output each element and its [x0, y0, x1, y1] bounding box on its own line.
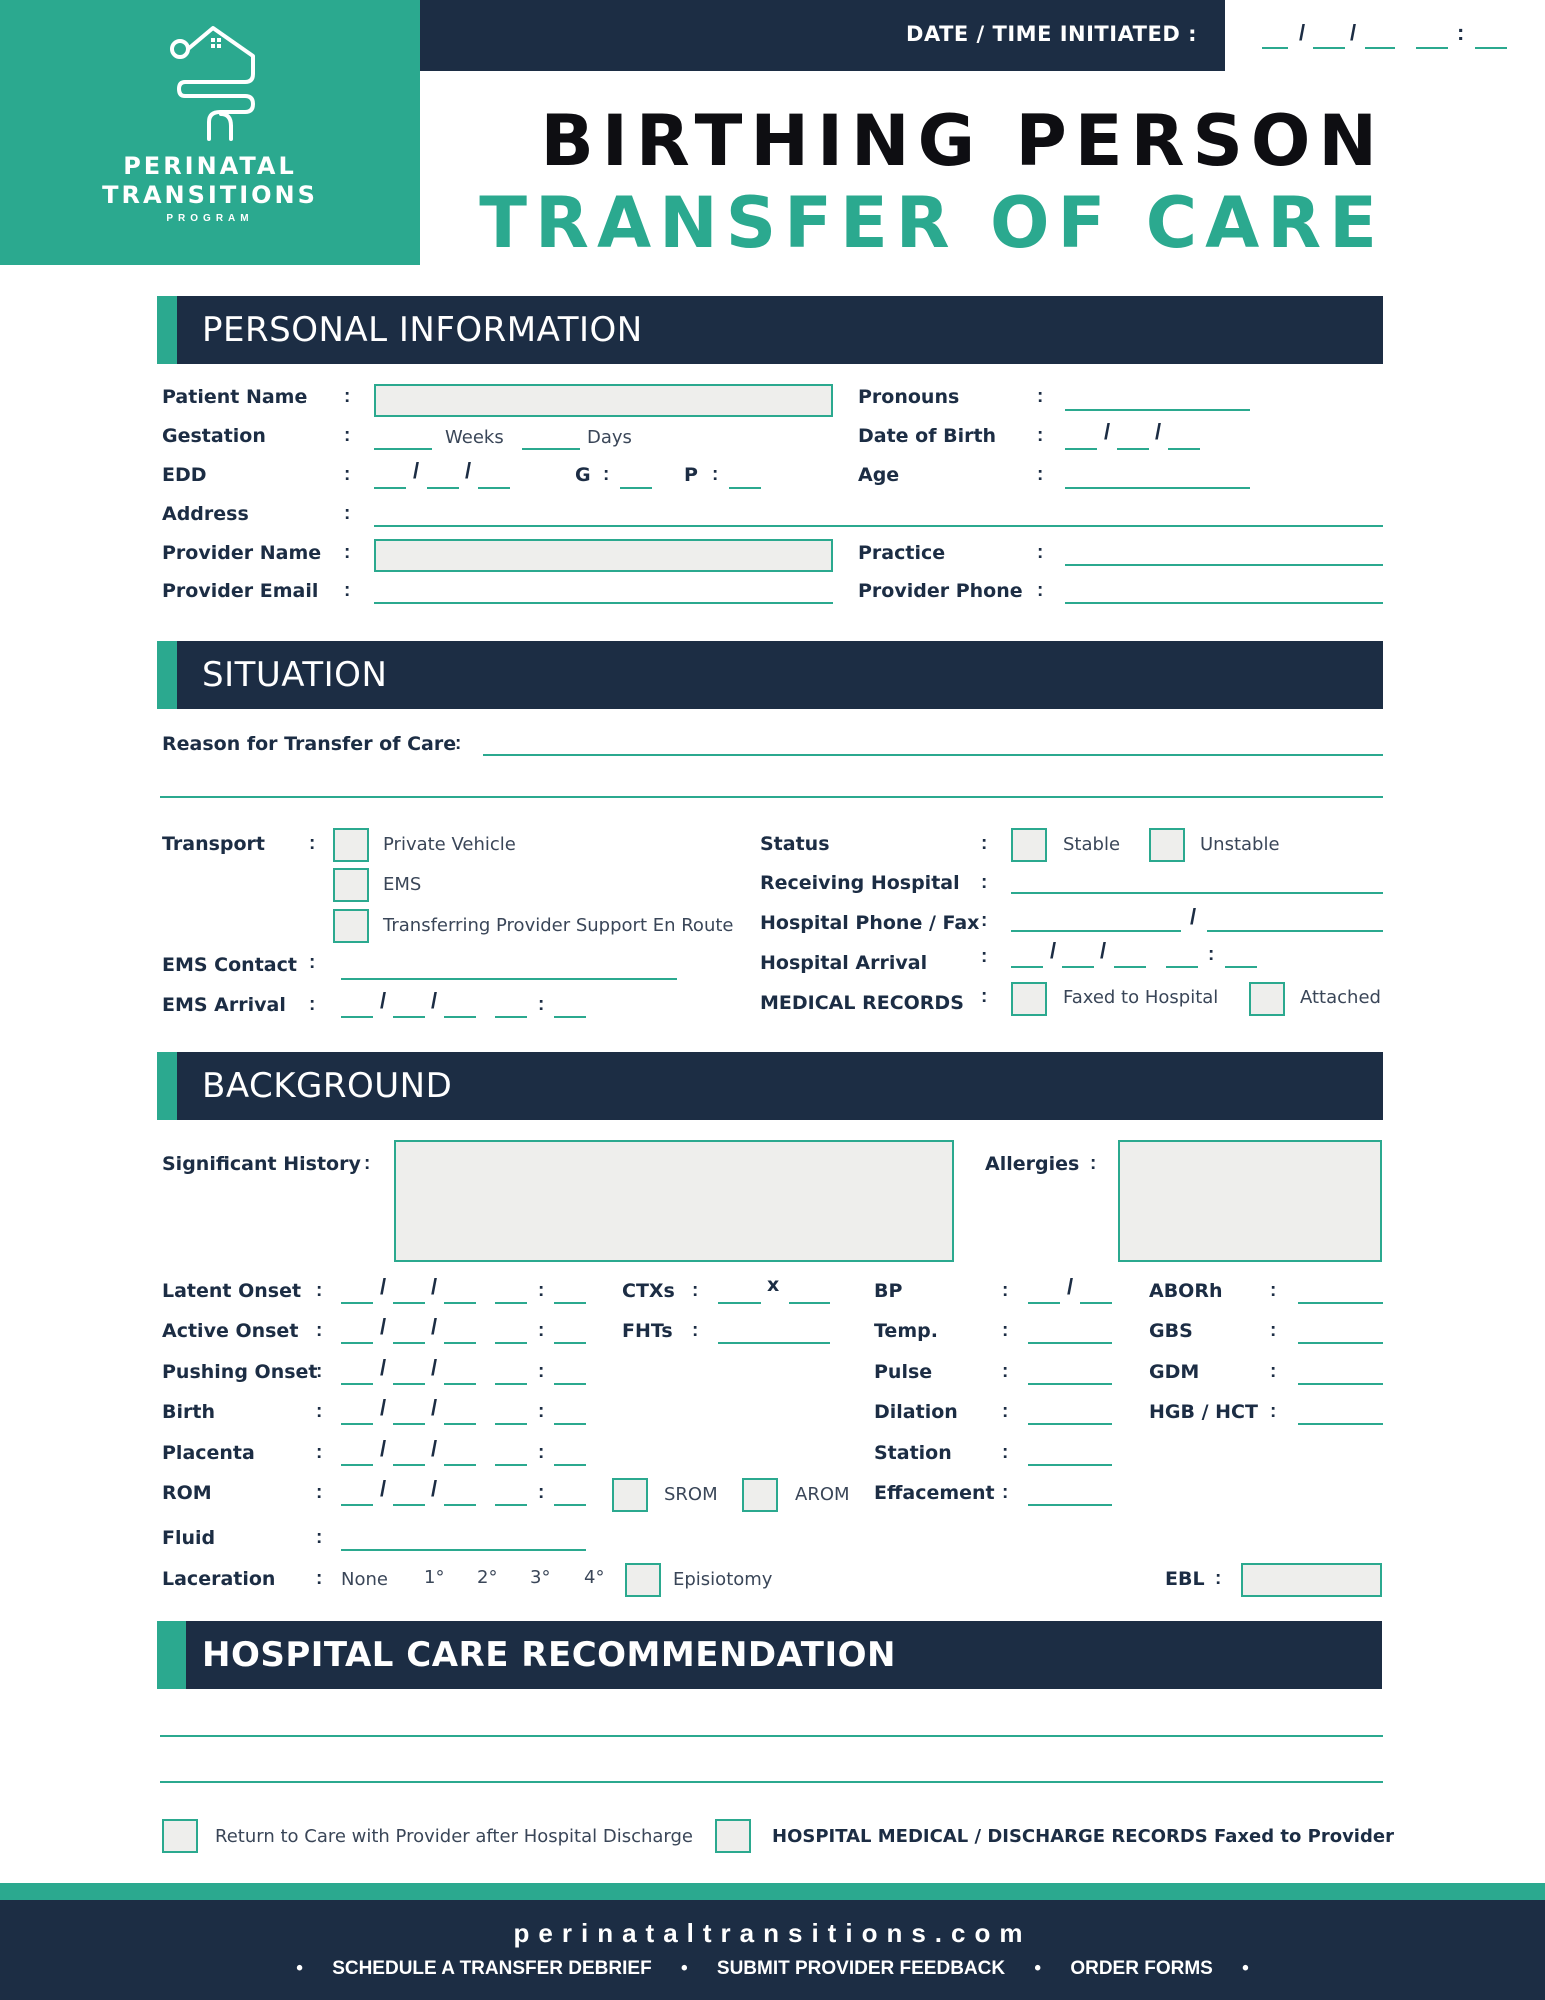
effacement-label: Effacement	[874, 1482, 995, 1504]
colon: :	[316, 1482, 323, 1503]
ctxs-x-label: x	[767, 1274, 780, 1296]
provider-name-input[interactable]	[374, 539, 833, 572]
bp-systolic-blank[interactable]	[1028, 1302, 1060, 1304]
laceration-none[interactable]: None	[341, 1569, 388, 1590]
weeks-label: Weeks	[445, 427, 504, 448]
arom-label: AROM	[795, 1484, 850, 1505]
dob-year-blank[interactable]	[1168, 448, 1200, 450]
time-sep: :	[538, 1320, 545, 1341]
edd-day-blank[interactable]	[427, 487, 459, 489]
significant-history-label: Significant History	[162, 1153, 361, 1175]
date-sep: /	[380, 1436, 387, 1461]
rom-year-blank[interactable]	[444, 1504, 476, 1506]
pulse-blank[interactable]	[1028, 1383, 1112, 1385]
dilation-blank[interactable]	[1028, 1423, 1112, 1425]
gbs-label: GBS	[1149, 1320, 1193, 1342]
patient-name-input[interactable]	[374, 384, 833, 417]
house-stethoscope-icon	[165, 22, 260, 142]
bp-diastolic-blank[interactable]	[1080, 1302, 1112, 1304]
dob-day-blank[interactable]	[1117, 448, 1149, 450]
hospital-phone-label: Hospital Phone / Fax	[760, 912, 980, 934]
gravida-blank[interactable]	[620, 487, 652, 489]
transport-label: Transport	[162, 833, 266, 855]
date-sep: /	[431, 1476, 438, 1501]
date-time-label: DATE / TIME INITIATED :	[906, 22, 1197, 46]
ems-arrival-label: EMS Arrival	[162, 994, 286, 1016]
bullet: •	[296, 1958, 303, 1979]
birth-year-blank[interactable]	[444, 1423, 476, 1425]
laceration-3[interactable]: 3°	[530, 1567, 551, 1588]
pushing-onset-label: Pushing Onset	[162, 1361, 318, 1383]
gestation-days-blank[interactable]	[522, 448, 580, 450]
provider-feedback-link[interactable]: SUBMIT PROVIDER FEEDBACK	[716, 1958, 1006, 1979]
active-onset-month-blank[interactable]	[341, 1342, 373, 1344]
edd-label: EDD	[162, 464, 207, 486]
return-to-care-label: Return to Care with Provider after Hospital Discharge	[215, 1826, 694, 1847]
ctxs-blank-2[interactable]	[789, 1302, 830, 1304]
section-situation	[157, 641, 1383, 709]
pronouns-label: Pronouns	[858, 386, 960, 408]
medical-records-label: MEDICAL RECORDS	[760, 992, 964, 1014]
hospital-arrival-hour[interactable]	[1166, 966, 1198, 968]
laceration-4[interactable]: 4°	[584, 1567, 605, 1588]
colon: :	[316, 1280, 323, 1301]
birth-day-blank[interactable]	[393, 1423, 425, 1425]
placenta-minute-blank[interactable]	[554, 1464, 586, 1466]
bullet: •	[680, 1958, 688, 1979]
gestation-weeks-blank[interactable]	[374, 448, 432, 450]
ctxs-blank-1[interactable]	[718, 1302, 761, 1304]
date-sep: /	[380, 1476, 387, 1501]
footer-links	[0, 1958, 1545, 1980]
time-sep: :	[538, 1280, 545, 1301]
attached-label: Attached	[1300, 987, 1381, 1008]
hospital-arrival-month[interactable]	[1011, 966, 1043, 968]
ems-checkbox[interactable]	[333, 868, 369, 902]
gdm-label: GDM	[1149, 1361, 1200, 1383]
placenta-day-blank[interactable]	[393, 1464, 425, 1466]
colon: :	[316, 1361, 323, 1382]
section-background	[157, 1052, 1383, 1120]
rom-month-blank[interactable]	[341, 1504, 373, 1506]
laceration-2[interactable]: 2°	[477, 1567, 498, 1588]
date-sep: /	[380, 1395, 387, 1420]
ems-arrival-day[interactable]	[393, 1016, 425, 1018]
pushing-onset-month-blank[interactable]	[341, 1383, 373, 1385]
allergies-input[interactable]	[1118, 1140, 1382, 1262]
dob-label: Date of Birth	[858, 425, 997, 447]
time-sep: :	[538, 1361, 545, 1382]
ems-contact-blank[interactable]	[341, 978, 677, 980]
aborh-label: ABORh	[1149, 1280, 1223, 1302]
reason-blank-2[interactable]	[160, 796, 1383, 798]
bullet: •	[1242, 1958, 1249, 1979]
birth-hour-blank[interactable]	[495, 1423, 527, 1425]
latent-onset-month-blank[interactable]	[341, 1302, 373, 1304]
section-title: BACKGROUND	[202, 1066, 453, 1106]
fluid-label: Fluid	[162, 1527, 216, 1549]
latent-onset-year-blank[interactable]	[444, 1302, 476, 1304]
footer-url[interactable]: perinataltransitions.com	[513, 1918, 1032, 1948]
provider-name-label: Provider Name	[162, 542, 322, 564]
return-to-care-checkbox[interactable]	[162, 1819, 198, 1853]
ems-contact-label: EMS Contact	[162, 954, 297, 976]
hgb-hct-label: HGB / HCT	[1149, 1401, 1258, 1423]
rom-hour-blank[interactable]	[495, 1504, 527, 1506]
hospital-phone-blank[interactable]	[1011, 930, 1181, 932]
date-sep: /	[431, 1274, 438, 1299]
stable-checkbox[interactable]	[1011, 828, 1047, 862]
date-sep: /	[431, 1314, 438, 1339]
support-en-route-checkbox[interactable]	[333, 909, 369, 943]
private-vehicle-label: Private Vehicle	[383, 834, 516, 855]
gdm-blank[interactable]	[1298, 1383, 1383, 1385]
date-day-blank[interactable]	[1313, 47, 1345, 49]
date-sep: /	[431, 1355, 438, 1380]
active-onset-year-blank[interactable]	[444, 1342, 476, 1344]
logo-text-program: PROGRAM	[166, 213, 254, 224]
section-title: HOSPITAL CARE RECOMMENDATION	[202, 1635, 896, 1675]
hospital-arrival-label: Hospital Arrival	[760, 952, 928, 974]
dob-month-blank[interactable]	[1065, 448, 1097, 450]
time-sep: :	[1457, 20, 1465, 45]
pushing-onset-minute-blank[interactable]	[554, 1383, 586, 1385]
colon: :	[316, 1320, 323, 1341]
date-sep: /	[431, 1436, 438, 1461]
order-forms-link[interactable]: ORDER FORMS	[1070, 1958, 1213, 1979]
latent-onset-day-blank[interactable]	[393, 1302, 425, 1304]
placenta-month-blank[interactable]	[341, 1464, 373, 1466]
time-hour-blank[interactable]	[1416, 47, 1448, 49]
practice-blank[interactable]	[1065, 564, 1383, 566]
hospital-arrival-year[interactable]	[1114, 966, 1146, 968]
ctxs-label: CTXs	[622, 1280, 675, 1302]
temp-blank[interactable]	[1028, 1342, 1112, 1344]
address-blank[interactable]	[374, 525, 1383, 527]
rom-day-blank[interactable]	[393, 1504, 425, 1506]
date-sep: /	[431, 1395, 438, 1420]
date-sep: /	[380, 1355, 387, 1380]
edd-year-blank[interactable]	[478, 487, 510, 489]
rom-label: ROM	[162, 1482, 212, 1504]
fluid-blank[interactable]	[341, 1549, 586, 1551]
support-en-route-label: Transferring Provider Support En Route	[383, 915, 734, 936]
time-minute-blank[interactable]	[1475, 47, 1507, 49]
logo-block	[0, 0, 420, 265]
section-title: SITUATION	[202, 655, 388, 695]
edd-month-blank[interactable]	[374, 487, 406, 489]
ems-arrival-year[interactable]	[444, 1016, 476, 1018]
attached-checkbox[interactable]	[1249, 982, 1285, 1016]
reason-label: Reason for Transfer of Care	[162, 733, 457, 755]
title-transfer-of-care: TRANSFER OF CARE	[479, 182, 1385, 264]
time-sep: :	[538, 1482, 545, 1503]
ebl-input[interactable]	[1241, 1563, 1382, 1597]
date-sep: /	[1299, 20, 1306, 45]
footer	[0, 1900, 1545, 2000]
ems-arrival-minute[interactable]	[554, 1016, 586, 1018]
unstable-label: Unstable	[1200, 834, 1280, 855]
latent-onset-minute-blank[interactable]	[554, 1302, 586, 1304]
station-label: Station	[874, 1442, 952, 1464]
time-sep: :	[538, 1401, 545, 1422]
time-sep: :	[538, 1442, 545, 1463]
placenta-year-blank[interactable]	[444, 1464, 476, 1466]
pulse-label: Pulse	[874, 1361, 933, 1383]
bp-label: BP	[874, 1280, 903, 1302]
status-label: Status	[760, 833, 830, 855]
allergies-label: Allergies	[985, 1153, 1080, 1175]
arom-checkbox[interactable]	[742, 1478, 778, 1512]
section-hospital-care-recommendation	[157, 1621, 1382, 1689]
records-faxed-checkbox[interactable]	[715, 1819, 751, 1853]
faxed-to-hospital-checkbox[interactable]	[1011, 982, 1047, 1016]
station-blank[interactable]	[1028, 1464, 1112, 1466]
hospital-fax-blank[interactable]	[1207, 930, 1383, 932]
hospital-arrival-minute[interactable]	[1225, 966, 1257, 968]
effacement-blank[interactable]	[1028, 1504, 1112, 1506]
pushing-onset-hour-blank[interactable]	[495, 1383, 527, 1385]
episiotomy-label: Episiotomy	[673, 1569, 773, 1590]
gestation-label: Gestation	[162, 425, 266, 447]
bullet: •	[1034, 1958, 1042, 1979]
hospital-arrival-day[interactable]	[1062, 966, 1094, 968]
placenta-label: Placenta	[162, 1442, 255, 1464]
date-year-blank[interactable]	[1365, 47, 1395, 49]
address-label: Address	[162, 503, 249, 525]
ems-arrival-hour[interactable]	[495, 1016, 527, 1018]
colon: :	[316, 1442, 323, 1463]
provider-email-blank[interactable]	[374, 602, 833, 604]
provider-phone-label: Provider Phone	[858, 580, 1023, 602]
active-onset-label: Active Onset	[162, 1320, 299, 1342]
active-onset-hour-blank[interactable]	[495, 1342, 527, 1344]
date-sep: /	[380, 1314, 387, 1339]
schedule-debrief-link[interactable]: SCHEDULE A TRANSFER DEBRIEF	[332, 1958, 652, 1979]
birth-minute-blank[interactable]	[554, 1423, 586, 1425]
srom-label: SROM	[664, 1484, 718, 1505]
section-personal-information	[157, 296, 1383, 364]
significant-history-input[interactable]	[394, 1140, 954, 1262]
title-birthing-person: BIRTHING PERSON	[540, 100, 1385, 182]
private-vehicle-checkbox[interactable]	[333, 828, 369, 862]
ebl-label: EBL	[1165, 1568, 1205, 1590]
age-label: Age	[858, 464, 900, 486]
logo-text-perinatal: PERINATAL	[123, 152, 297, 180]
srom-checkbox[interactable]	[612, 1478, 648, 1512]
section-title: PERSONAL INFORMATION	[202, 310, 643, 350]
date-sep: /	[1350, 20, 1357, 45]
laceration-1[interactable]: 1°	[424, 1567, 445, 1588]
pushing-onset-year-blank[interactable]	[444, 1383, 476, 1385]
footer-band	[0, 1883, 1545, 1900]
dilation-label: Dilation	[874, 1401, 958, 1423]
age-blank[interactable]	[1065, 487, 1250, 489]
receiving-hospital-label: Receiving Hospital	[760, 872, 960, 894]
hgb-hct-blank[interactable]	[1298, 1423, 1383, 1425]
receiving-hospital-blank[interactable]	[1011, 892, 1383, 894]
fhts-label: FHTs	[622, 1320, 673, 1342]
provider-phone-blank[interactable]	[1065, 602, 1383, 604]
recommendation-blank-1[interactable]	[160, 1735, 1383, 1737]
gbs-blank[interactable]	[1298, 1342, 1383, 1344]
stable-label: Stable	[1063, 834, 1121, 855]
p-label: P	[684, 464, 698, 486]
active-onset-day-blank[interactable]	[393, 1342, 425, 1344]
faxed-to-hospital-label: Faxed to Hospital	[1063, 987, 1219, 1008]
rom-minute-blank[interactable]	[554, 1504, 586, 1506]
pronouns-blank[interactable]	[1065, 409, 1250, 411]
recommendation-blank-2[interactable]	[160, 1781, 1383, 1783]
logo-text-transitions: TRANSITIONS	[102, 181, 318, 209]
reason-blank[interactable]	[483, 754, 1383, 756]
patient-name-label: Patient Name	[162, 386, 308, 408]
birth-month-blank[interactable]	[341, 1423, 373, 1425]
temp-label: Temp.	[874, 1320, 938, 1342]
date-sep: /	[380, 1274, 387, 1299]
aborh-blank[interactable]	[1298, 1302, 1383, 1304]
ems-label: EMS	[383, 874, 422, 895]
birth-label: Birth	[162, 1401, 215, 1423]
episiotomy-checkbox[interactable]	[625, 1563, 661, 1597]
latent-onset-label: Latent Onset	[162, 1280, 302, 1302]
g-label: G	[575, 464, 591, 486]
fhts-blank[interactable]	[718, 1342, 830, 1344]
pushing-onset-day-blank[interactable]	[393, 1383, 425, 1385]
placenta-hour-blank[interactable]	[495, 1464, 527, 1466]
provider-email-label: Provider Email	[162, 580, 319, 602]
ems-arrival-month[interactable]	[341, 1016, 373, 1018]
records-faxed-label: HOSPITAL MEDICAL / DISCHARGE RECORDS Faxed to Provider	[772, 1826, 1394, 1847]
colon: :	[316, 1401, 323, 1422]
date-month-blank[interactable]	[1262, 47, 1288, 49]
laceration-label: Laceration	[162, 1568, 276, 1590]
para-blank[interactable]	[729, 487, 761, 489]
days-label: Days	[587, 427, 632, 448]
unstable-checkbox[interactable]	[1149, 828, 1185, 862]
practice-label: Practice	[858, 542, 946, 564]
active-onset-minute-blank[interactable]	[554, 1342, 586, 1344]
latent-onset-hour-blank[interactable]	[495, 1302, 527, 1304]
